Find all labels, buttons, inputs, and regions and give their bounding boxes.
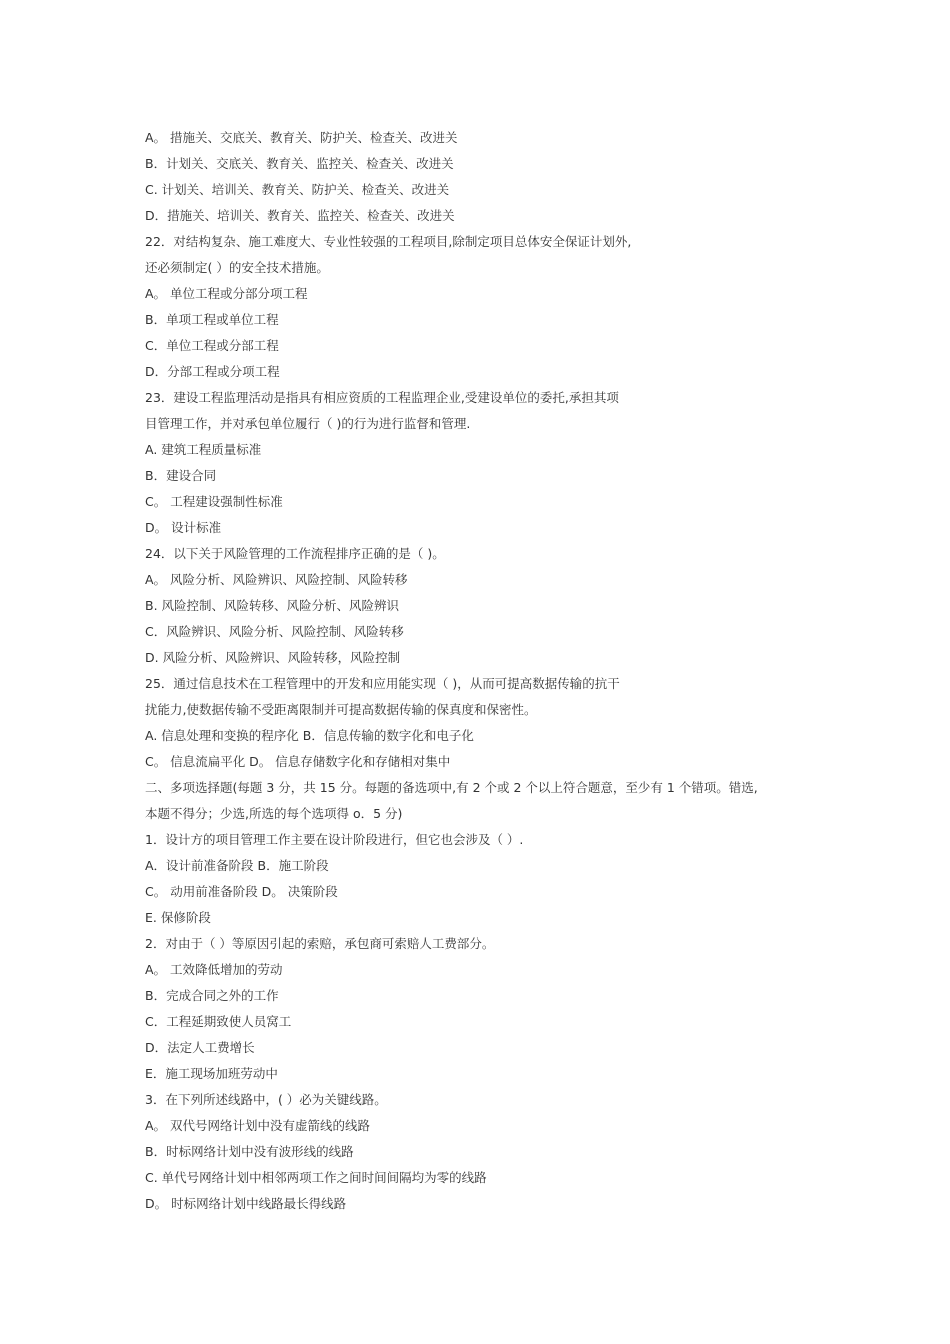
- text-line: C。 信息流扁平化 D。 信息存储数字化和存储相对集中: [145, 754, 451, 769]
- text-line: C。 动用前准备阶段 D。 决策阶段: [145, 884, 338, 899]
- text-line: C. 计划关、培训关、教育关、防护关、检查关、改进关: [145, 182, 450, 197]
- text-line: 扰能力,使数据传输不受距离限制并可提高数据传输的保真度和保密性。: [145, 702, 537, 717]
- text-line: C．风险辨识、风险分析、风险控制、风险转移: [145, 624, 404, 639]
- text-line: 1．设计方的项目管理工作主要在设计阶段进行，但它也会涉及（ ）.: [145, 832, 524, 847]
- text-line: 24．以下关于风险管理的工作流程排序正确的是（ )。: [145, 546, 445, 561]
- text-line: B．完成合同之外的工作: [145, 988, 279, 1003]
- text-line: E．施工现场加班劳动中: [145, 1066, 278, 1081]
- text-line: 2．对由于（ ）等原因引起的索赔，承包商可索赔人工费部分。: [145, 936, 495, 951]
- text-line: A。 单位工程或分部分项工程: [145, 286, 308, 301]
- text-line: B．计划关、交底关、教育关、监控关、检查关、改进关: [145, 156, 454, 171]
- text-line: D. 风险分析、风险辨识、风险转移，风险控制: [145, 650, 401, 665]
- text-line: A。 措施关、交底关、教育关、防护关、检查关、改进关: [145, 130, 458, 145]
- text-line: D．措施关、培训关、教育关、监控关、检查关、改进关: [145, 208, 455, 223]
- text-line: A。 工效降低增加的劳动: [145, 962, 283, 977]
- text-line: 目管理工作，并对承包单位履行（ )的行为进行监督和管理.: [145, 416, 471, 431]
- text-line: A．设计前准备阶段 B．施工阶段: [145, 858, 329, 873]
- text-line: 22．对结构复杂、施工难度大、专业性较强的工程项目,除制定项目总体安全保证计划外,: [145, 234, 632, 249]
- text-line: D。 时标网络计划中线路最长得线路: [145, 1196, 347, 1211]
- text-line: D。 设计标准: [145, 520, 222, 535]
- text-line: 二、多项选择题(每题 3 分，共 15 分。每题的备选项中,有 2 个或 2 个以上符合题意，至少有 1 个错项。错选,: [145, 780, 758, 795]
- text-line: B．单项工程或单位工程: [145, 312, 279, 327]
- text-line: D．法定人工费增长: [145, 1040, 255, 1055]
- text-line: C. 单代号网络计划中相邻两项工作之间时间间隔均为零的线路: [145, 1170, 487, 1185]
- text-line: C．单位工程或分部工程: [145, 338, 279, 353]
- text-line: 3．在下列所述线路中，( ）必为关键线路。: [145, 1092, 387, 1107]
- document-body: [145, 125, 815, 1217]
- text-line: B. 风险控制、风险转移、风险分析、风险辨识: [145, 598, 400, 613]
- text-line: A. 建筑工程质量标准: [145, 442, 262, 457]
- text-line: 23．建设工程监理活动是指具有相应资质的工程监理企业,受建设单位的委托,承担其项: [145, 390, 619, 405]
- text-line: A. 信息处理和变换的程序化 B．信息传输的数字化和电子化: [145, 728, 474, 743]
- text-line: E. 保修阶段: [145, 910, 211, 925]
- text-line: A。 双代号网络计划中没有虚箭线的线路: [145, 1118, 371, 1133]
- text-line: A。 风险分析、风险辨识、风险控制、风险转移: [145, 572, 408, 587]
- text-line: B．时标网络计划中没有波形线的线路: [145, 1144, 354, 1159]
- text-line: B．建设合同: [145, 468, 217, 483]
- text-line: 本题不得分；少选,所选的每个选项得 o．5 分): [145, 806, 403, 821]
- text-line: D．分部工程或分项工程: [145, 364, 280, 379]
- text-line: C．工程延期致使人员窝工: [145, 1014, 292, 1029]
- text-line: C。 工程建设强制性标准: [145, 494, 283, 509]
- text-line: 25．通过信息技术在工程管理中的开发和应用能实现（ )，从而可提高数据传输的抗干: [145, 676, 620, 691]
- text-line: 还必须制定( ）的安全技术措施。: [145, 260, 329, 275]
